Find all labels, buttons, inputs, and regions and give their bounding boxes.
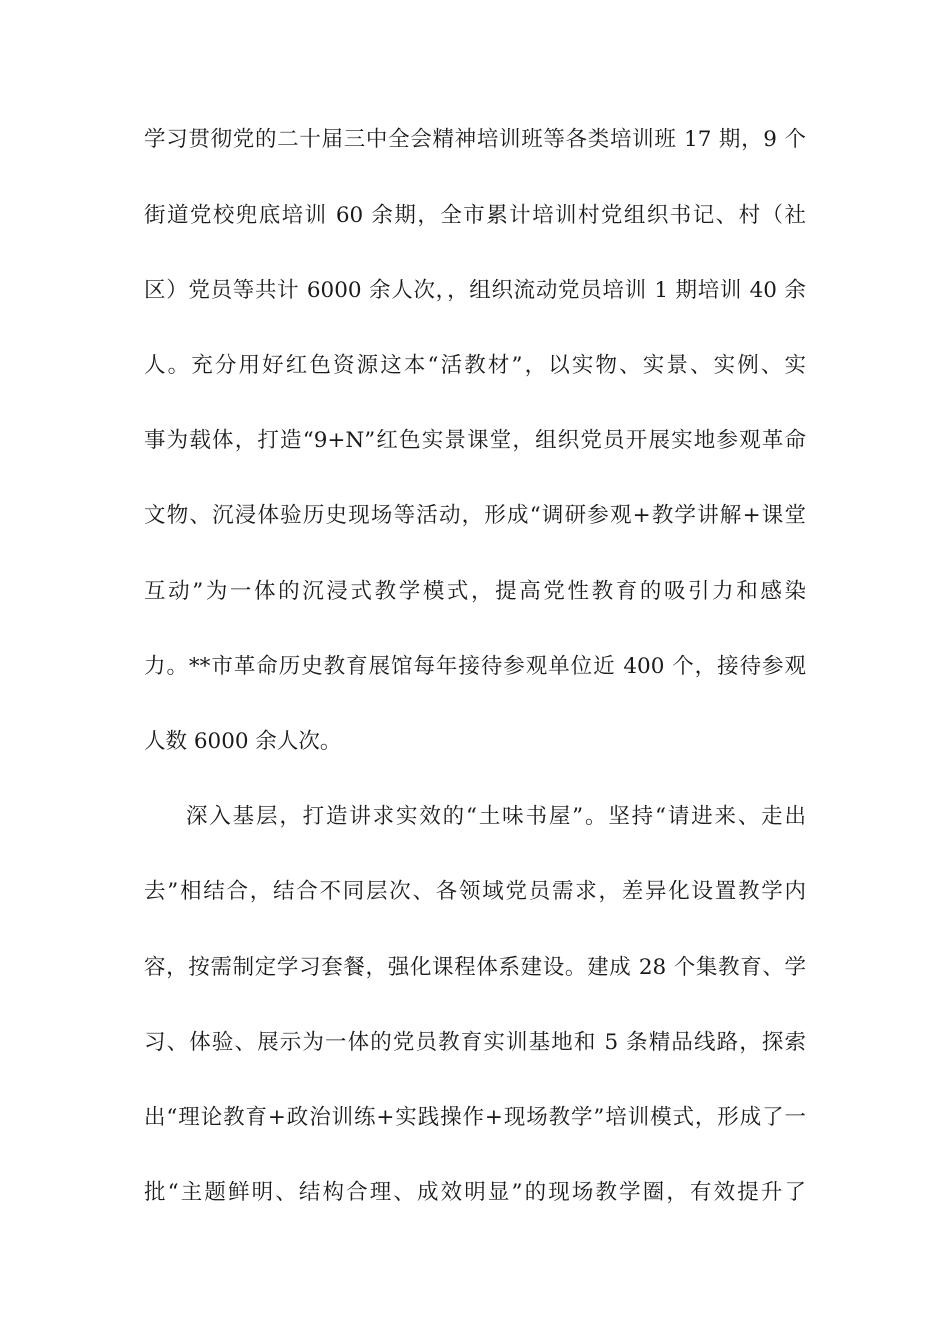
body-text-line: 互动”为一体的沉浸式教学模式，提高党性教育的吸引力和感染 — [144, 579, 806, 604]
body-text-line: 街道党校兜底培训 60 余期，全市累计培训村党组织书记、村（社 — [144, 203, 806, 228]
body-text-line: 出“理论教育+政治训练+实践操作+现场教学”培训模式，形成了一 — [144, 1105, 806, 1130]
body-text-line: 人数 6000 余人次。 — [144, 729, 342, 754]
body-text-line: 人。充分用好红色资源这本“活教材”，以实物、实景、实例、实 — [144, 353, 806, 378]
body-text-line: 容，按需制定学习套餐，强化课程体系建设。建成 28 个集教育、学 — [144, 955, 806, 980]
body-text-line: 学习贯彻党的二十届三中全会精神培训班等各类培训班 17 期，9 个 — [144, 127, 806, 152]
body-text-line: 习、体验、展示为一体的党员教育实训基地和 5 条精品线路，探索 — [144, 1030, 806, 1055]
body-text-line: 去”相结合，结合不同层次、各领域党员需求，差异化设置教学内 — [144, 879, 806, 904]
body-text-line: 力。**市革命历史教育展馆每年接待参观单位近 400 个，接待参观 — [144, 654, 806, 679]
body-text-line: 批“主题鲜明、结构合理、成效明显”的现场教学圈，有效提升了 — [144, 1180, 806, 1205]
body-text-line: 事为载体，打造“9+N”红色实景课堂，组织党员开展实地参观革命 — [144, 428, 806, 453]
body-text-line: 区）党员等共计 6000 余人次，，组织流动党员培训 1 期培训 40 余 — [144, 278, 806, 303]
body-text-line: 文物、沉浸体验历史现场等活动，形成“调研参观+教学讲解+课堂 — [144, 503, 806, 528]
paragraph-first-line: 深入基层，打造讲求实效的“土味书屋”。坚持“请进来、走出 — [186, 804, 806, 829]
